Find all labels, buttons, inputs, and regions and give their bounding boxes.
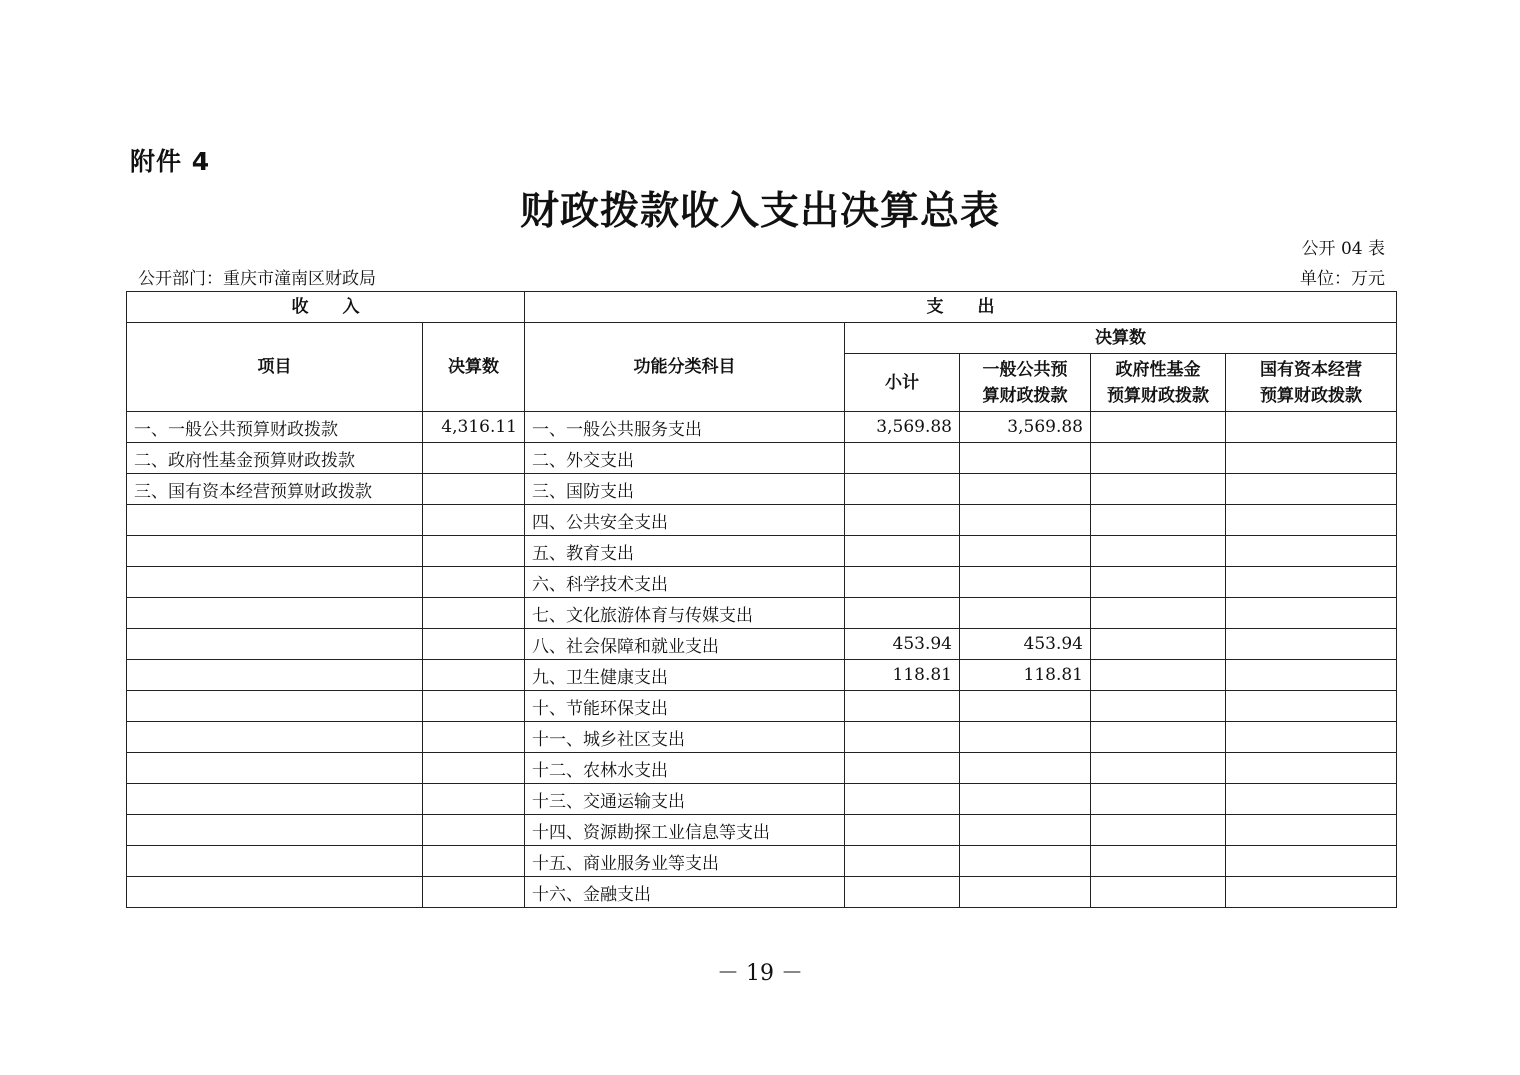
general-budget-value xyxy=(960,691,1091,722)
government-fund-value xyxy=(1091,784,1226,815)
income-item xyxy=(127,691,423,722)
state-capital-value xyxy=(1226,846,1397,877)
income-item xyxy=(127,877,423,908)
general-budget-value xyxy=(960,474,1091,505)
subtotal-value xyxy=(845,877,960,908)
government-fund-value xyxy=(1091,536,1226,567)
general-budget-value xyxy=(960,753,1091,784)
state-capital-value xyxy=(1226,691,1397,722)
page-number: － 19 － xyxy=(717,961,803,986)
state-capital-value xyxy=(1226,443,1397,474)
state-capital-value xyxy=(1226,815,1397,846)
appropriation-table xyxy=(126,291,1397,908)
income-section-header: 收 入 xyxy=(127,292,525,323)
income-amount xyxy=(423,753,525,784)
general-budget-value xyxy=(960,536,1091,567)
function-item: 十五、商业服务业等支出 xyxy=(525,846,845,877)
attachment-label: 附件 4 xyxy=(130,147,211,176)
function-item: 十一、城乡社区支出 xyxy=(525,722,845,753)
government-fund-value xyxy=(1091,567,1226,598)
state-capital-value xyxy=(1226,536,1397,567)
table-row xyxy=(127,505,1397,536)
general-budget-value xyxy=(960,815,1091,846)
column-government-fund xyxy=(1091,354,1226,412)
subtotal-value xyxy=(845,536,960,567)
document-title: 财政拨款收入支出决算总表 xyxy=(519,188,1000,234)
subtotal-value xyxy=(845,815,960,846)
column-state-capital-line2: 预算财政拨款 xyxy=(1260,385,1363,406)
state-capital-value xyxy=(1226,660,1397,691)
function-item: 十四、资源勘探工业信息等支出 xyxy=(525,815,845,846)
subtotal-value xyxy=(845,567,960,598)
government-fund-value xyxy=(1091,877,1226,908)
state-capital-value xyxy=(1226,722,1397,753)
government-fund-value xyxy=(1091,474,1226,505)
column-government-fund-line2: 预算财政拨款 xyxy=(1107,385,1209,406)
form-number: 公开 04 表 xyxy=(1301,239,1385,259)
income-amount xyxy=(423,567,525,598)
function-item: 一、一般公共服务支出 xyxy=(525,412,845,443)
government-fund-value xyxy=(1091,629,1226,660)
table-row xyxy=(127,443,1397,474)
income-amount: 4,316.11 xyxy=(423,412,525,443)
general-budget-value: 3,569.88 xyxy=(960,412,1091,443)
general-budget-value: 118.81 xyxy=(960,660,1091,691)
column-amount: 决算数 xyxy=(423,323,525,412)
state-capital-value xyxy=(1226,505,1397,536)
state-capital-value xyxy=(1226,753,1397,784)
income-item xyxy=(127,536,423,567)
income-item xyxy=(127,505,423,536)
income-amount xyxy=(423,877,525,908)
column-function: 功能分类科目 xyxy=(525,323,845,412)
state-capital-value xyxy=(1226,877,1397,908)
general-budget-value xyxy=(960,567,1091,598)
income-item: 一、一般公共预算财政拨款 xyxy=(127,412,423,443)
table-row xyxy=(127,629,1397,660)
table-row xyxy=(127,753,1397,784)
income-item xyxy=(127,629,423,660)
income-item xyxy=(127,567,423,598)
column-government-fund-line1: 政府性基金 xyxy=(1115,359,1201,380)
income-amount xyxy=(423,846,525,877)
column-general-budget-line1: 一般公共预 xyxy=(982,359,1068,380)
unit-label: 单位：万元 xyxy=(1300,269,1385,289)
subtotal-value xyxy=(845,753,960,784)
column-subtotal: 小计 xyxy=(845,354,960,412)
income-amount xyxy=(423,784,525,815)
government-fund-value xyxy=(1091,753,1226,784)
column-state-capital-line1: 国有资本经营 xyxy=(1260,359,1363,380)
government-fund-value xyxy=(1091,443,1226,474)
state-capital-value xyxy=(1226,784,1397,815)
subtotal-value xyxy=(845,846,960,877)
income-item xyxy=(127,722,423,753)
government-fund-value xyxy=(1091,722,1226,753)
subtotal-value xyxy=(845,474,960,505)
general-budget-value: 453.94 xyxy=(960,629,1091,660)
table-row xyxy=(127,846,1397,877)
subtotal-value xyxy=(845,443,960,474)
subtotal-value xyxy=(845,598,960,629)
function-item: 七、文化旅游体育与传媒支出 xyxy=(525,598,845,629)
table-row xyxy=(127,722,1397,753)
function-item: 九、卫生健康支出 xyxy=(525,660,845,691)
column-general-budget-line2: 算财政拨款 xyxy=(982,385,1068,406)
income-item xyxy=(127,846,423,877)
department-label: 公开部门：重庆市潼南区财政局 xyxy=(138,269,376,289)
income-amount xyxy=(423,660,525,691)
column-state-capital xyxy=(1226,354,1397,412)
subtotal-value xyxy=(845,691,960,722)
income-item: 二、政府性基金预算财政拨款 xyxy=(127,443,423,474)
function-item: 四、公共安全支出 xyxy=(525,505,845,536)
income-item xyxy=(127,784,423,815)
table-row xyxy=(127,567,1397,598)
general-budget-value xyxy=(960,505,1091,536)
subtotal-value xyxy=(845,505,960,536)
income-item: 三、国有资本经营预算财政拨款 xyxy=(127,474,423,505)
income-item xyxy=(127,660,423,691)
state-capital-value xyxy=(1226,474,1397,505)
government-fund-value xyxy=(1091,505,1226,536)
function-item: 五、教育支出 xyxy=(525,536,845,567)
subtotal-value xyxy=(845,784,960,815)
table-row xyxy=(127,815,1397,846)
function-item: 十六、金融支出 xyxy=(525,877,845,908)
income-item xyxy=(127,753,423,784)
state-capital-value xyxy=(1226,567,1397,598)
income-item xyxy=(127,598,423,629)
general-budget-value xyxy=(960,877,1091,908)
function-item: 二、外交支出 xyxy=(525,443,845,474)
income-amount xyxy=(423,474,525,505)
function-item: 十三、交通运输支出 xyxy=(525,784,845,815)
general-budget-value xyxy=(960,784,1091,815)
function-item: 三、国防支出 xyxy=(525,474,845,505)
column-general-budget xyxy=(960,354,1091,412)
income-amount xyxy=(423,722,525,753)
income-amount xyxy=(423,629,525,660)
income-amount xyxy=(423,505,525,536)
function-item: 十、节能环保支出 xyxy=(525,691,845,722)
government-fund-value xyxy=(1091,412,1226,443)
subtotal-value: 453.94 xyxy=(845,629,960,660)
government-fund-value xyxy=(1091,815,1226,846)
subtotal-value: 3,569.88 xyxy=(845,412,960,443)
table-row xyxy=(127,784,1397,815)
subtotal-value: 118.81 xyxy=(845,660,960,691)
table-row xyxy=(127,660,1397,691)
expense-section-header: 支 出 xyxy=(525,292,1397,323)
income-amount xyxy=(423,691,525,722)
state-capital-value xyxy=(1226,629,1397,660)
income-amount xyxy=(423,815,525,846)
government-fund-value xyxy=(1091,598,1226,629)
general-budget-value xyxy=(960,443,1091,474)
function-item: 八、社会保障和就业支出 xyxy=(525,629,845,660)
table-row xyxy=(127,536,1397,567)
general-budget-value xyxy=(960,598,1091,629)
state-capital-value xyxy=(1226,412,1397,443)
function-item: 六、科学技术支出 xyxy=(525,567,845,598)
table-row xyxy=(127,474,1397,505)
column-item: 项目 xyxy=(127,323,423,412)
government-fund-value xyxy=(1091,846,1226,877)
table-row xyxy=(127,412,1397,443)
general-budget-value xyxy=(960,846,1091,877)
state-capital-value xyxy=(1226,598,1397,629)
government-fund-value xyxy=(1091,691,1226,722)
function-item: 十二、农林水支出 xyxy=(525,753,845,784)
subtotal-value xyxy=(845,722,960,753)
government-fund-value xyxy=(1091,660,1226,691)
table-row xyxy=(127,691,1397,722)
income-amount xyxy=(423,536,525,567)
general-budget-value xyxy=(960,722,1091,753)
table-row xyxy=(127,598,1397,629)
income-amount xyxy=(423,443,525,474)
income-item xyxy=(127,815,423,846)
income-amount xyxy=(423,598,525,629)
table-row xyxy=(127,877,1397,908)
column-final-amount: 决算数 xyxy=(845,323,1397,354)
